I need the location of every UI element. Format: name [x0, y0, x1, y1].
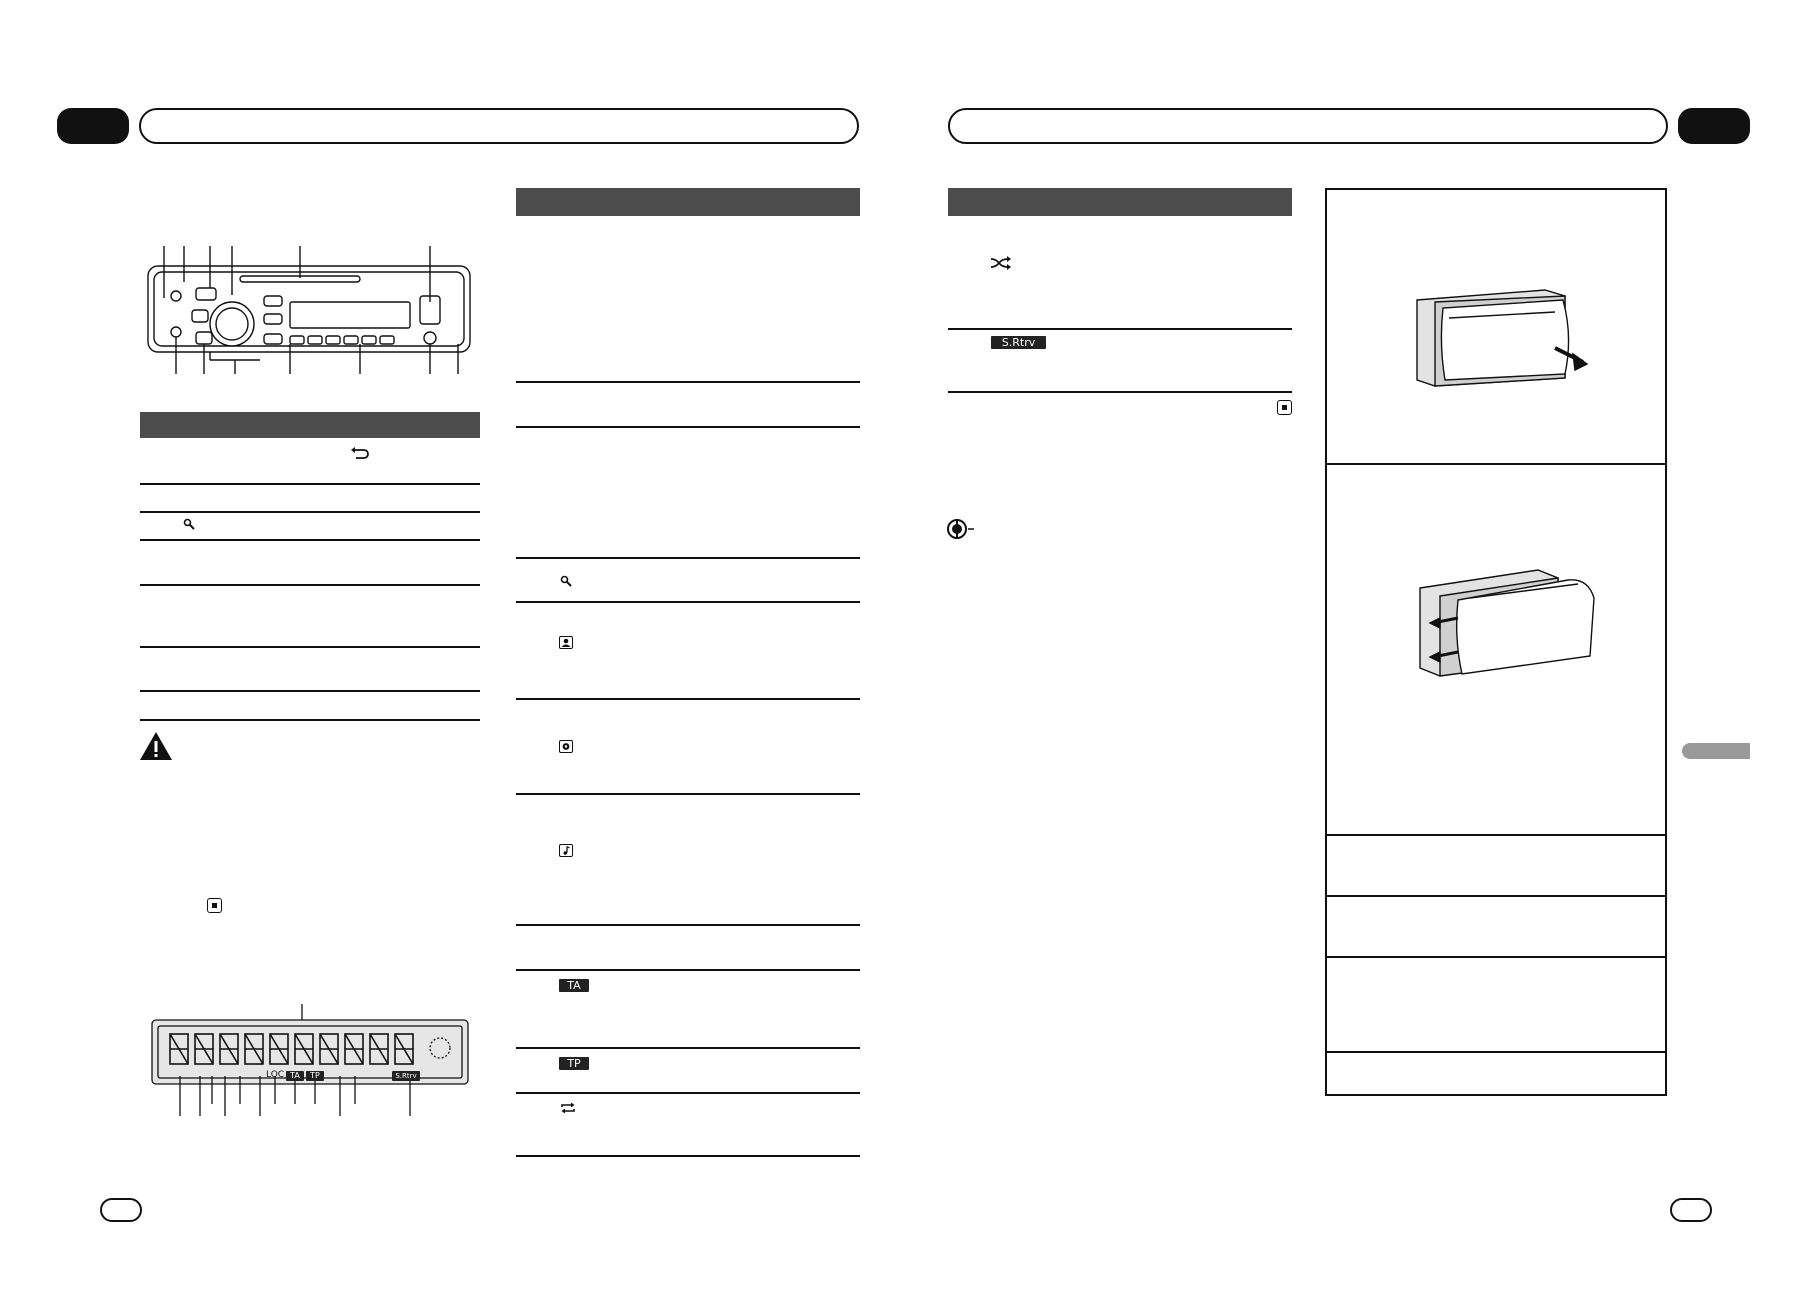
lcd-srtrv-badge: S.Rtrv [392, 1071, 420, 1081]
rule [1325, 956, 1667, 958]
search-icon [183, 518, 195, 530]
rule [140, 584, 480, 586]
lcd-loc-label: LOC [266, 1070, 285, 1080]
rule [140, 719, 480, 721]
shuffle-icon [990, 256, 1012, 270]
srtrv-badge: S.Rtrv [991, 336, 1046, 349]
rule [140, 483, 480, 485]
rule [516, 698, 860, 700]
rule [140, 511, 480, 513]
rule [516, 969, 860, 971]
middle-table-header-bar [516, 188, 860, 216]
left-table-header-bar [140, 412, 480, 438]
left-page-number-box [100, 1198, 142, 1222]
return-arrow-icon [350, 446, 370, 460]
rule [1325, 834, 1667, 836]
artist-person-icon [559, 636, 573, 649]
head-unit-illustration [140, 240, 480, 380]
rule [1325, 1051, 1667, 1053]
search-icon [560, 575, 572, 587]
front-panel-removal-illustration [1415, 288, 1595, 388]
lcd-display-illustration [150, 1004, 470, 1122]
rule [516, 1092, 860, 1094]
lcd-tp-badge: TP [306, 1071, 324, 1081]
rule [516, 601, 860, 603]
rule [140, 646, 480, 648]
ta-badge: TA [559, 979, 589, 992]
right-page-number-box [1670, 1198, 1712, 1222]
rule [516, 924, 860, 926]
rule [516, 793, 860, 795]
right-table-header-bar [948, 188, 1292, 216]
rule [1325, 463, 1667, 465]
tp-badge: TP [559, 1057, 589, 1070]
music-note-icon [559, 844, 573, 857]
side-index-tab [1682, 743, 1750, 759]
rule [516, 426, 860, 428]
rule [516, 557, 860, 559]
stop-end-icon [207, 898, 222, 913]
right-header-pill [948, 108, 1668, 144]
left-chapter-tab [57, 108, 129, 144]
rule [1325, 895, 1667, 897]
rule [948, 391, 1292, 393]
stop-end-icon [1277, 400, 1292, 415]
rule [948, 328, 1292, 330]
rule [140, 690, 480, 692]
lcd-ta-badge: TA [286, 1071, 304, 1081]
rule [140, 539, 480, 541]
important-icon [946, 518, 976, 540]
gear-icon [559, 740, 573, 753]
warning-triangle-icon [138, 730, 174, 762]
rule [516, 1155, 860, 1157]
right-chapter-tab [1678, 108, 1750, 144]
front-panel-attach-illustration [1418, 568, 1598, 678]
rule [516, 1047, 860, 1049]
left-header-pill [139, 108, 859, 144]
repeat-icon [559, 1102, 577, 1114]
rule [516, 381, 860, 383]
